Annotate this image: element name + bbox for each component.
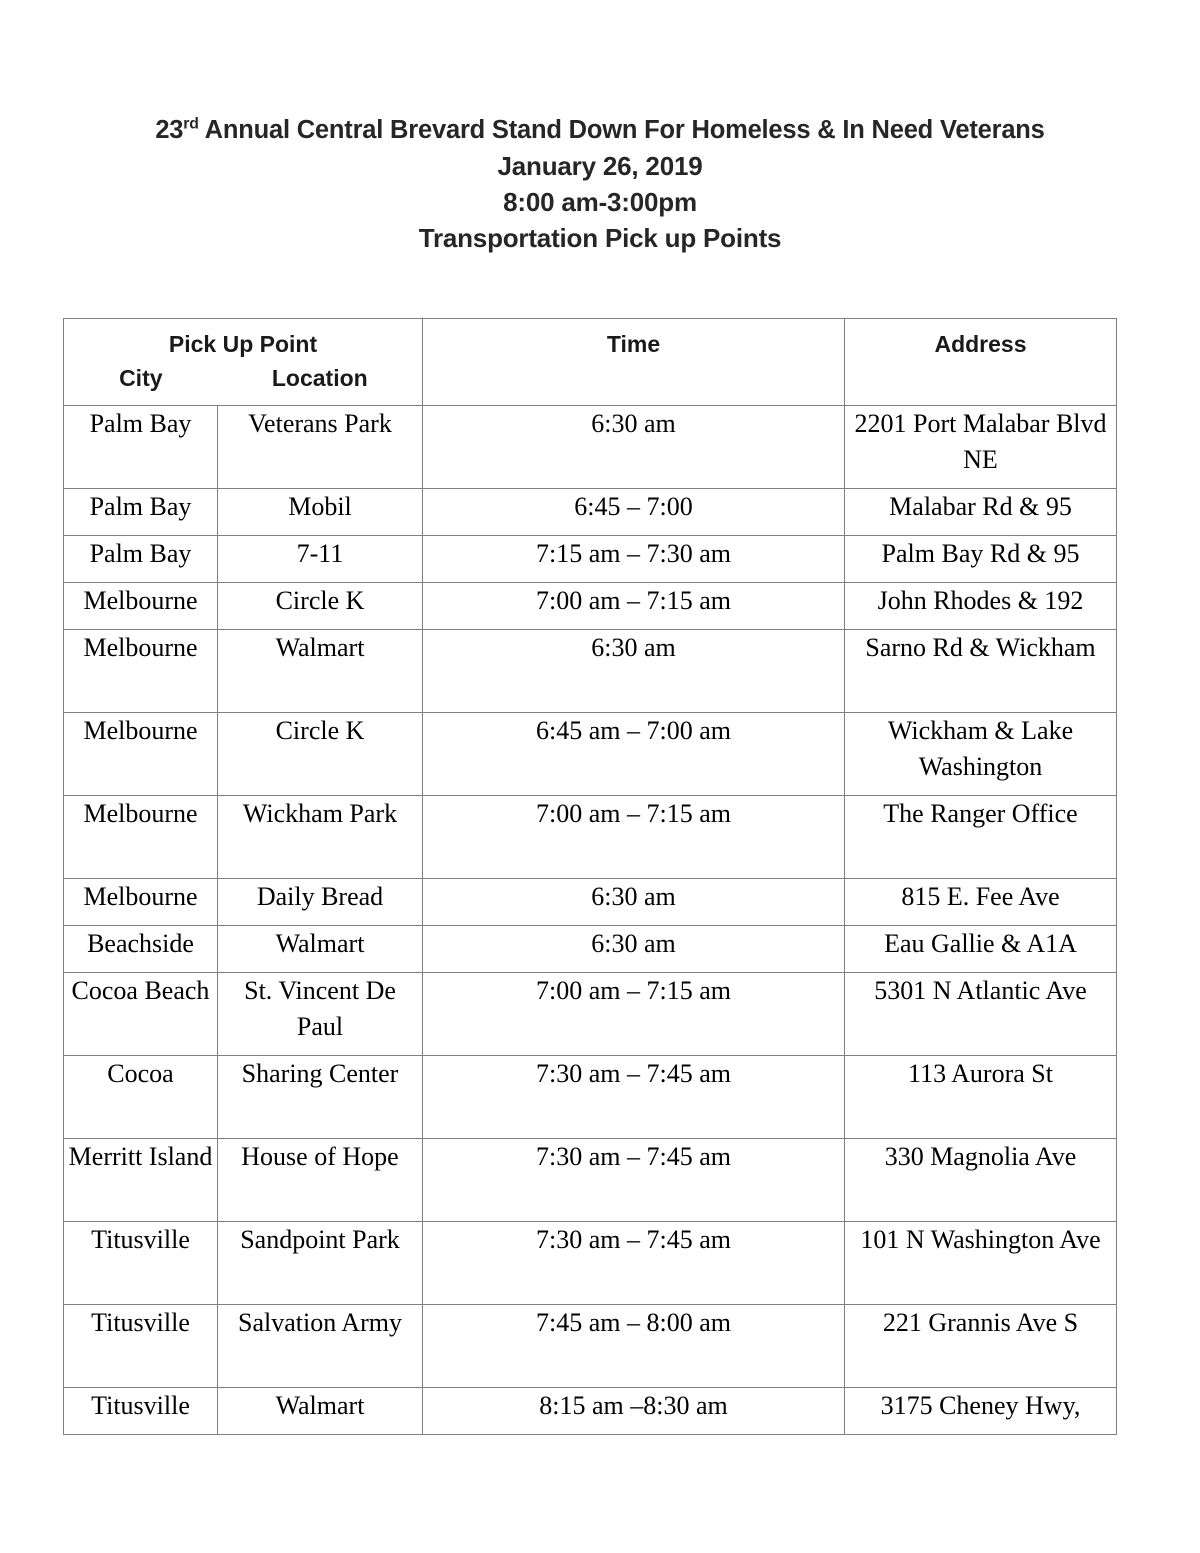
cell-time: 6:30 am	[423, 406, 845, 489]
cell-address: Eau Gallie & A1A	[845, 926, 1117, 973]
table-row	[64, 1056, 1117, 1139]
cell-address: Malabar Rd & 95	[845, 489, 1117, 536]
cell-city: Cocoa	[64, 1056, 218, 1139]
cell-city: Beachside	[64, 926, 218, 973]
cell-location: Sandpoint Park	[218, 1222, 423, 1305]
pickup-points-table-container	[63, 318, 1116, 1435]
table-header	[64, 319, 1117, 406]
cell-location: Salvation Army	[218, 1305, 423, 1388]
pickup-points-table	[63, 318, 1117, 1435]
cell-city: Titusville	[64, 1222, 218, 1305]
cell-location: 7-11	[218, 536, 423, 583]
table-row	[64, 1222, 1117, 1305]
cell-time: 6:30 am	[423, 630, 845, 713]
table-row	[64, 1139, 1117, 1222]
section-heading: Transportation Pick up Points	[418, 223, 782, 253]
cell-address: 221 Grannis Ave S	[845, 1305, 1117, 1388]
table-row	[64, 713, 1117, 796]
column-header-city: City	[119, 365, 163, 391]
cell-city: Palm Bay	[64, 489, 218, 536]
cell-time: 6:45 – 7:00	[423, 489, 845, 536]
column-header-address: Address	[845, 319, 1117, 406]
cell-address: 815 E. Fee Ave	[845, 879, 1117, 926]
cell-address: 330 Magnolia Ave	[845, 1139, 1117, 1222]
cell-time: 7:30 am – 7:45 am	[423, 1222, 845, 1305]
cell-location: Walmart	[218, 1388, 423, 1435]
cell-city: Melbourne	[64, 630, 218, 713]
cell-location: Sharing Center	[218, 1056, 423, 1139]
cell-city: Melbourne	[64, 583, 218, 630]
cell-address: 113 Aurora St	[845, 1056, 1117, 1139]
cell-time: 7:00 am – 7:15 am	[423, 583, 845, 630]
cell-city: Palm Bay	[64, 536, 218, 583]
cell-location: House of Hope	[218, 1139, 423, 1222]
table-row	[64, 1388, 1117, 1435]
table-row	[64, 630, 1117, 713]
cell-city: Melbourne	[64, 879, 218, 926]
cell-city: Melbourne	[64, 796, 218, 879]
cell-address: 3175 Cheney Hwy,	[845, 1388, 1117, 1435]
table-row	[64, 879, 1117, 926]
cell-city: Melbourne	[64, 713, 218, 796]
cell-city: Palm Bay	[64, 406, 218, 489]
event-hours: 8:00 am-3:00pm	[503, 187, 697, 217]
event-title-number: 23	[155, 116, 184, 144]
cell-address: Palm Bay Rd & 95	[845, 536, 1117, 583]
cell-location: Veterans Park	[218, 406, 423, 489]
cell-time: 7:30 am – 7:45 am	[423, 1139, 845, 1222]
cell-time: 6:30 am	[423, 926, 845, 973]
table-row	[64, 796, 1117, 879]
table-row	[64, 406, 1117, 489]
column-header-location: Location	[271, 365, 368, 391]
table-row	[64, 1305, 1117, 1388]
cell-location: Wickham Park	[218, 796, 423, 879]
cell-location: Mobil	[218, 489, 423, 536]
table-row	[64, 536, 1117, 583]
table-row	[64, 489, 1117, 536]
document-header	[0, 0, 1200, 256]
cell-time: 6:45 am – 7:00 am	[423, 713, 845, 796]
table-row	[64, 583, 1117, 630]
table-row	[64, 973, 1117, 1056]
table-row	[64, 926, 1117, 973]
cell-time: 8:15 am –8:30 am	[423, 1388, 845, 1435]
cell-address: 5301 N Atlantic Ave	[845, 973, 1117, 1056]
cell-address: John Rhodes & 192	[845, 583, 1117, 630]
cell-time: 7:00 am – 7:15 am	[423, 973, 845, 1056]
cell-city: Titusville	[64, 1305, 218, 1388]
cell-city: Merritt Island	[64, 1139, 218, 1222]
event-title-rest: Annual Central Brevard Stand Down For Homeless & In Need Veterans	[198, 116, 1045, 144]
cell-address: 2201 Port Malabar Blvd NE	[845, 406, 1117, 489]
cell-address: The Ranger Office	[845, 796, 1117, 879]
event-title	[0, 112, 1200, 148]
cell-location: Circle K	[218, 583, 423, 630]
cell-address: 101 N Washington Ave	[845, 1222, 1117, 1305]
cell-city: Cocoa Beach	[64, 973, 218, 1056]
cell-time: 7:45 am – 8:00 am	[423, 1305, 845, 1388]
cell-location: St. Vincent De Paul	[218, 973, 423, 1056]
cell-city: Titusville	[64, 1388, 218, 1435]
cell-location: Walmart	[218, 926, 423, 973]
cell-time: 7:00 am – 7:15 am	[423, 796, 845, 879]
event-date: January 26, 2019	[497, 151, 703, 181]
column-header-pick-up-point	[64, 319, 423, 406]
cell-time: 7:30 am – 7:45 am	[423, 1056, 845, 1139]
column-header-group-label: Pick Up Point	[168, 331, 318, 357]
event-title-ordinal-suffix: rd	[183, 115, 199, 133]
cell-time: 6:30 am	[423, 879, 845, 926]
column-header-time: Time	[423, 319, 845, 406]
cell-location: Daily Bread	[218, 879, 423, 926]
header-row	[64, 319, 1117, 406]
cell-location: Walmart	[218, 630, 423, 713]
cell-time: 7:15 am – 7:30 am	[423, 536, 845, 583]
cell-address: Sarno Rd & Wickham	[845, 630, 1117, 713]
cell-address: Wickham & Lake Washington	[845, 713, 1117, 796]
table-body	[64, 406, 1117, 1435]
cell-location: Circle K	[218, 713, 423, 796]
